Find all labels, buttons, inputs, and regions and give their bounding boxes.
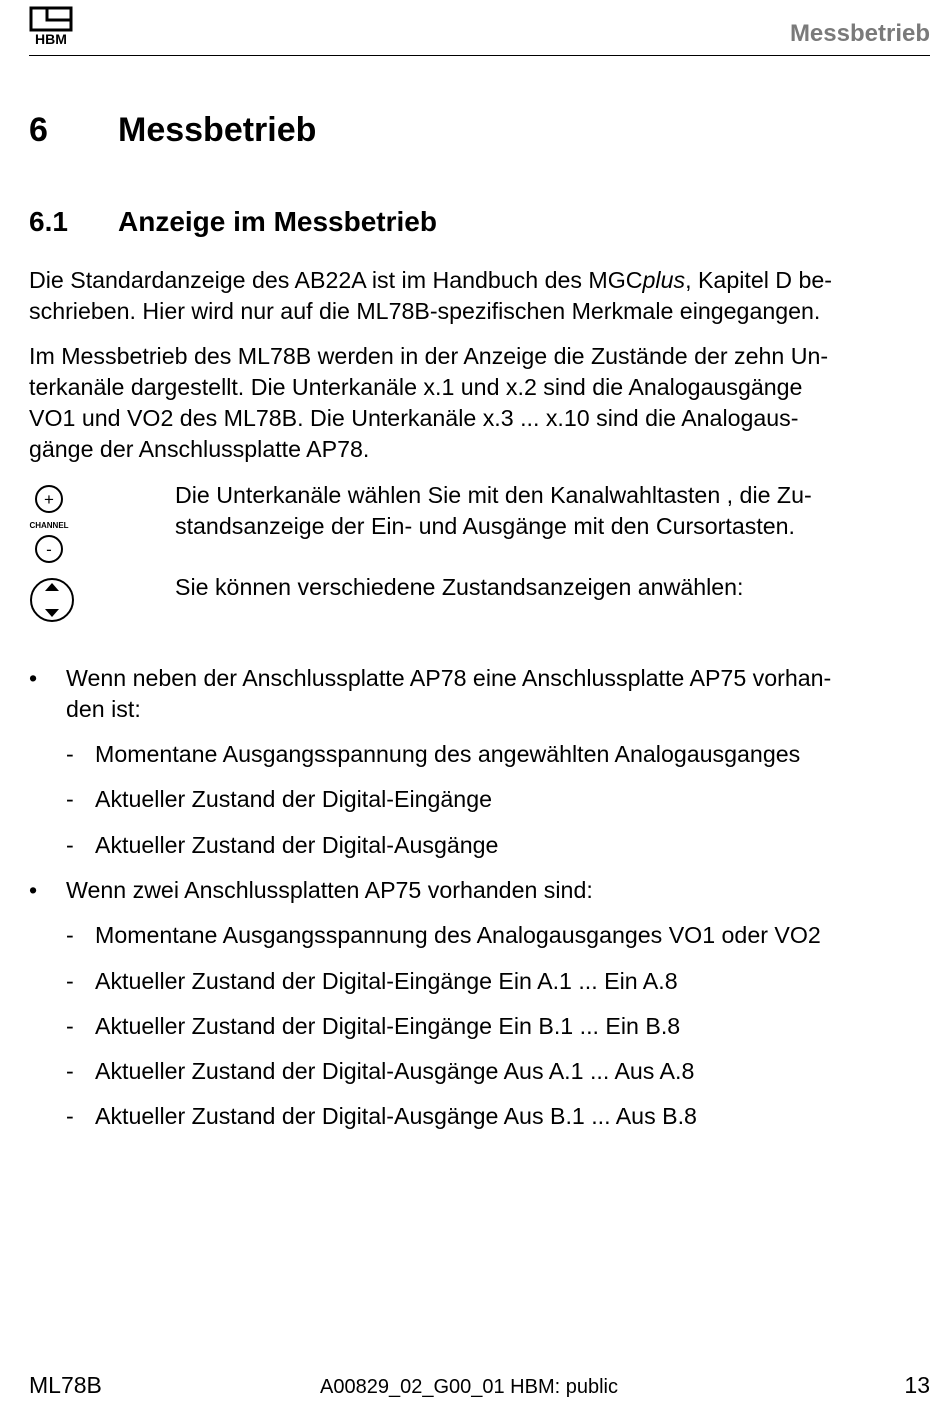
footer-doc-id: A00829_02_G00_01 HBM: public: [320, 1376, 618, 1398]
plus-glyph: +: [44, 490, 54, 509]
bullet-mark: •: [29, 665, 38, 691]
dash-mark: -: [66, 1103, 74, 1129]
section-number: 6.1: [29, 206, 68, 237]
dash-mark: -: [66, 741, 74, 767]
sub-item: Aktueller Zustand der Digital-Eingänge: [95, 786, 492, 812]
header-divider: [29, 55, 930, 56]
para2-line: VO1 und VO2 des ML78B. Die Unterkanäle x.3 ... x.10 sind die Analogaus-: [29, 405, 799, 431]
sub-item: Aktueller Zustand der Digital-Eingänge Ein A.1 ... Ein A.8: [95, 968, 678, 994]
sub-item: Aktueller Zustand der Digital-Eingänge Ein B.1 ... Ein B.8: [95, 1013, 681, 1039]
bullet-line: Wenn neben der Anschlussplatte AP78 eine Anschlussplatte AP75 vorhan-: [66, 665, 832, 691]
sub-item: Aktueller Zustand der Digital-Ausgänge Aus A.1 ... Aus A.8: [95, 1058, 695, 1084]
dash-mark: -: [66, 786, 74, 812]
page-number: 13: [904, 1372, 930, 1398]
sub-item: Aktueller Zustand der Digital-Ausgänge Aus B.1 ... Aus B.8: [95, 1103, 697, 1129]
section-heading: [29, 204, 437, 240]
dash-mark: -: [66, 1058, 74, 1084]
para1-line1: Die Standardanzeige des AB22A ist im Handbuch des MGCplus, Kapitel D be-: [29, 267, 833, 293]
cursor-instruction: Sie können verschiedene Zustandsanzeigen anwählen:: [175, 574, 744, 600]
channel-keys-icon: [26, 483, 72, 565]
mgc-plus-italic: plus: [642, 267, 686, 293]
footer-product: ML78B: [29, 1372, 102, 1398]
dash-mark: -: [66, 832, 74, 858]
para2-line: gänge der Anschlussplatte AP78.: [29, 436, 370, 462]
chapter-title: Messbetrieb: [118, 111, 317, 149]
para2-line: Im Messbetrieb des ML78B werden in der Anzeige die Zustände der zehn Un-: [29, 343, 829, 369]
running-header-title: Messbetrieb: [789, 20, 930, 47]
sub-item: Aktueller Zustand der Digital-Ausgänge: [95, 832, 499, 858]
cursor-keys-icon: [28, 576, 76, 624]
chapter-heading: [29, 110, 316, 150]
bullet-mark: •: [29, 877, 38, 903]
sub-item: Momentane Ausgangsspannung des angewählten Analogausganges: [95, 741, 801, 767]
logo-text: HBM: [35, 31, 67, 46]
sub-item: Momentane Ausgangsspannung des Analogausganges VO1 oder VO2: [95, 922, 821, 948]
minus-glyph: -: [46, 540, 52, 559]
dash-mark: -: [66, 922, 74, 948]
bullet-line: den ist:: [66, 696, 141, 722]
bullet-line: Wenn zwei Anschlussplatten AP75 vorhanden sind:: [66, 877, 593, 903]
dash-mark: -: [66, 968, 74, 994]
para2-line: terkanäle dargestellt. Die Unterkanäle x.1 und x.2 sind die Analogausgänge: [29, 374, 803, 400]
channel-instruction: Die Unterkanäle wählen Sie mit den Kanalwahltasten , die Zu- standsanzeige der Ein- und Ausgänge mit den Cursortasten.: [175, 482, 812, 539]
chapter-number: 6: [29, 111, 48, 149]
channel-label: CHANNEL: [29, 521, 69, 530]
para1-line2: schrieben. Hier wird nur auf die ML78B-spezifischen Merkmale eingegangen.: [29, 298, 821, 324]
section-title: Anzeige im Messbetrieb: [118, 206, 437, 237]
hbm-logo: [29, 6, 75, 46]
dash-mark: -: [66, 1013, 74, 1039]
